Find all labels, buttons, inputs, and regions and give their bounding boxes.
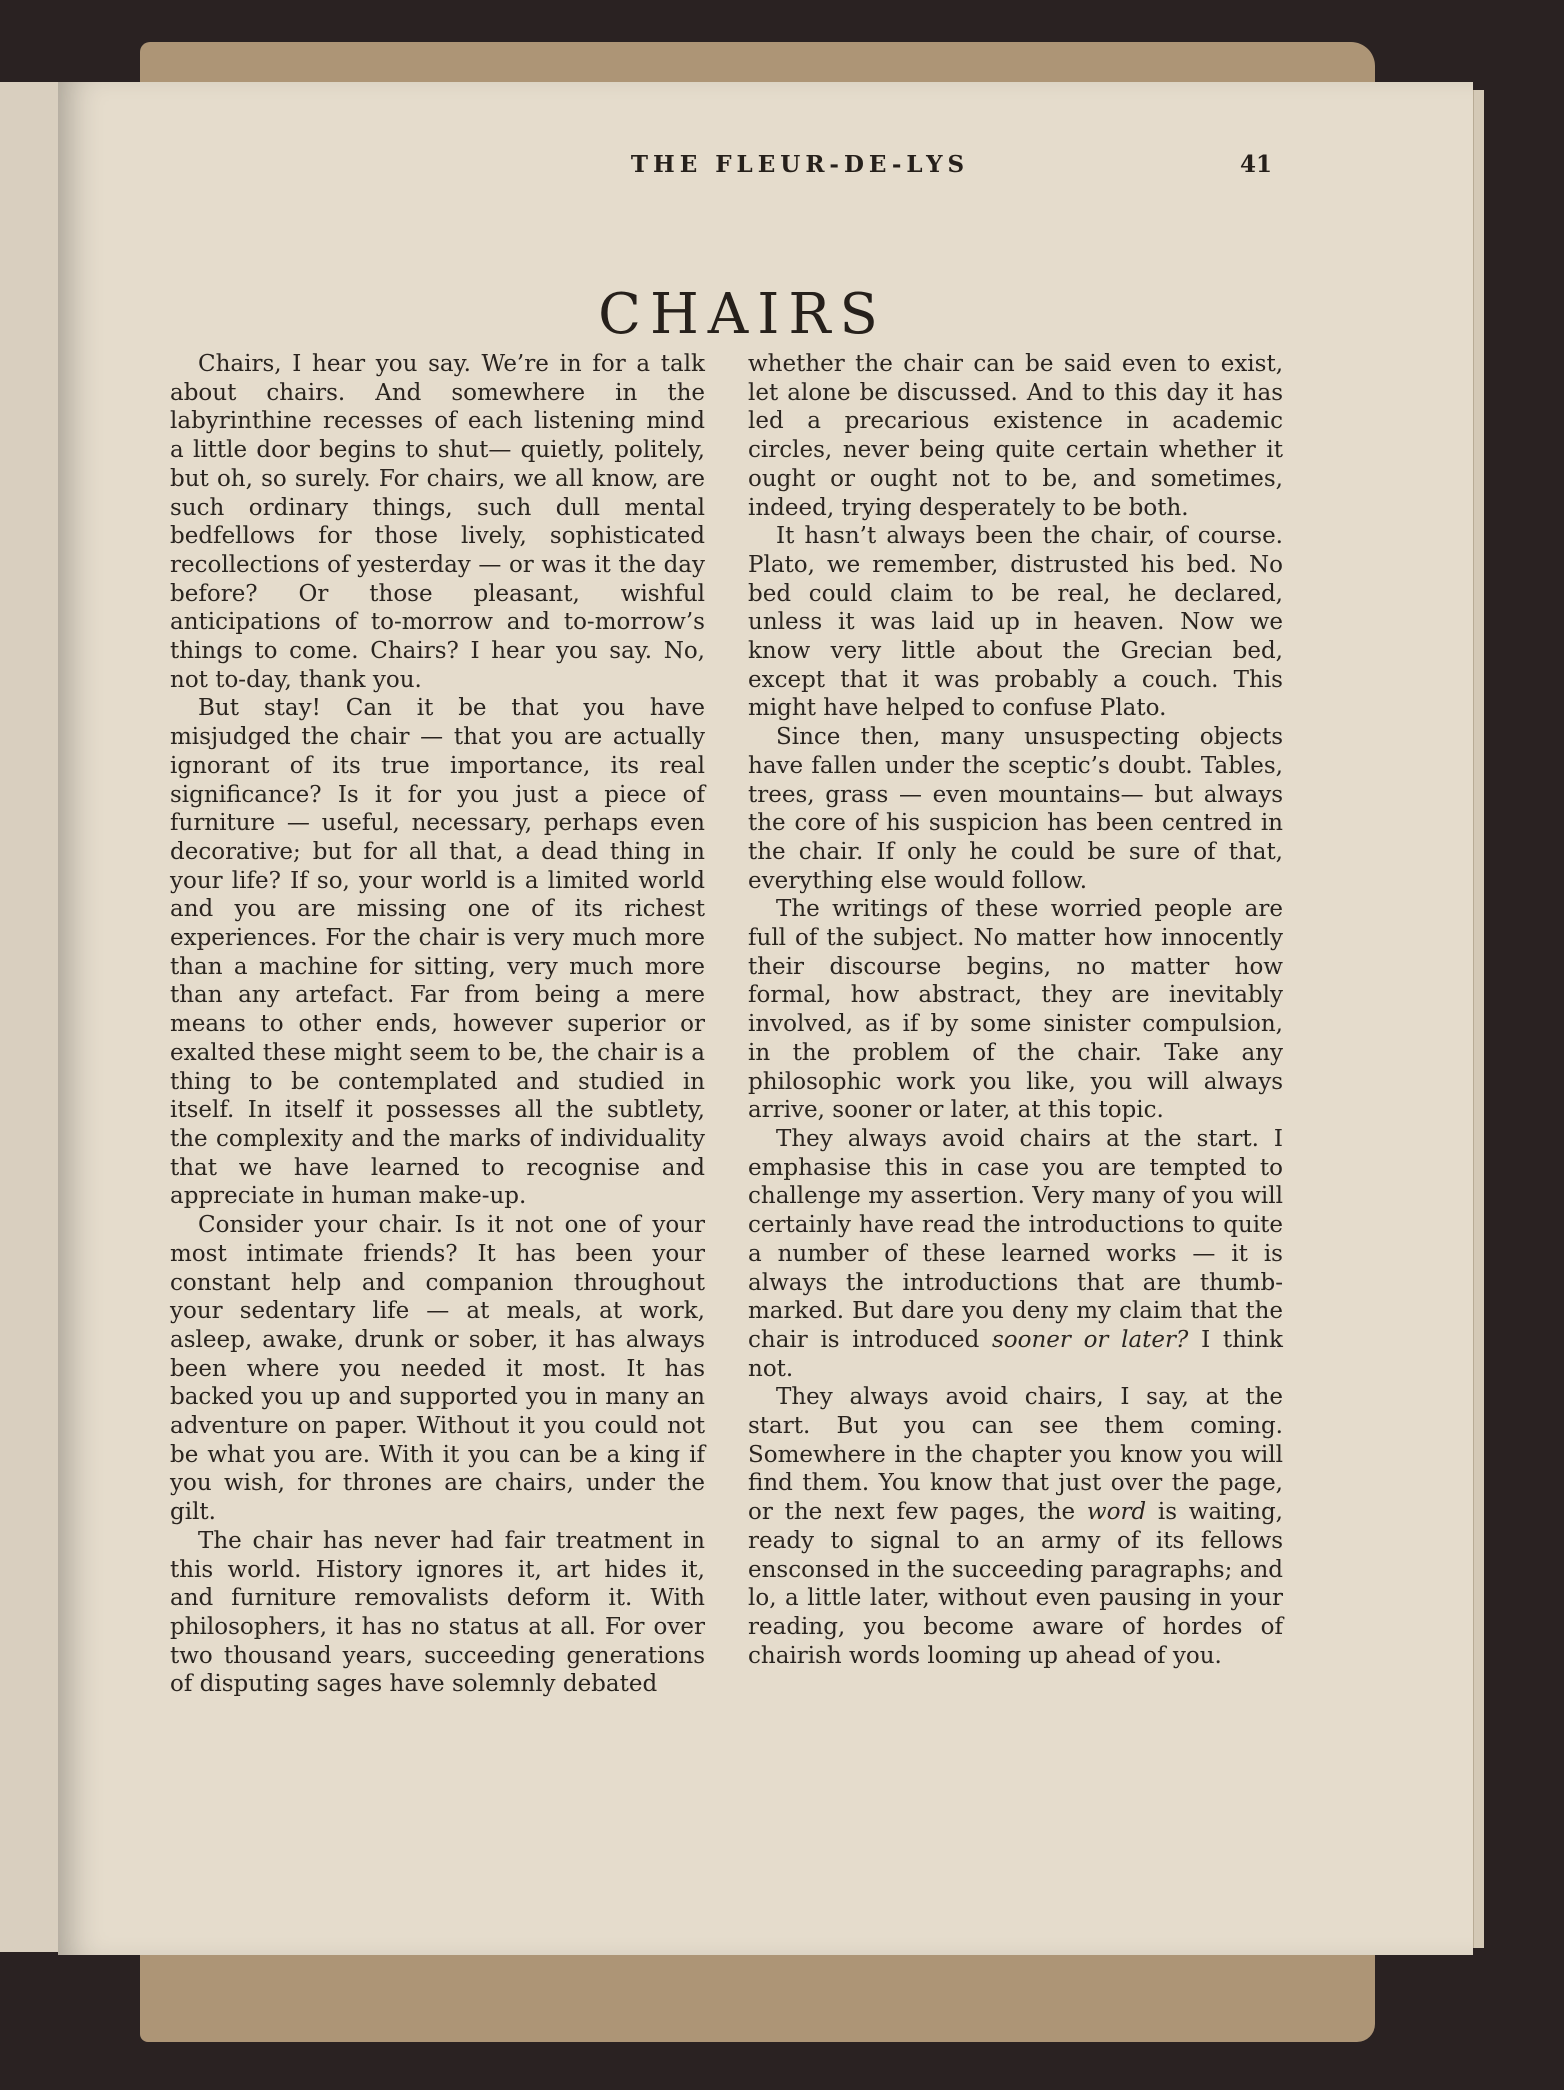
paragraph: The chair has never had fair treatment in this world. History ignores it, art hides it, and furniture removalists deform it. With philosophers, it has no status at all. For over two thousand years, succeeding generations of disputing sages have solemnly debated (170, 1527, 705, 1698)
paragraph-continued: whether the chair can be said even to exist, let alone be discussed. And to this day it has led a precarious existence in academic circles, never being quite certain whether it ought or ought not to be, and sometimes, indeed, trying desperately to be both. (748, 351, 1283, 521)
text-run: They always avoid chairs at the start. I emphasise this in case you are tempted to challenge my assertion. Very many of you will certainly have read the introductions to quite a number of these learned works — it is always the introductions that are thumb-marked. But dare you deny my claim that the chair is introduced (748, 1125, 1283, 1353)
paragraph (748, 1383, 1283, 1670)
running-title: THE FLEUR-DE-LYS (630, 151, 970, 178)
paragraph: It hasn’t always been the chair, of course. Plato, we remember, distrusted his bed. No bed could claim to be real, he declared, unless it was laid up in heaven. Now we know very little about the Grecian bed, except that it was probably a couch. This might have helped to confuse Plato. (748, 523, 1283, 722)
right-column (748, 350, 1283, 1670)
paragraph: Since then, many unsuspecting objects have fallen under the sceptic’s doubt. Tables, trees, grass — even mountains— but always the core of his suspicion has been centred in the chair. If only he could be sure of that, everything else would follow. (748, 724, 1283, 894)
paragraph (748, 1125, 1283, 1383)
left-column (170, 350, 705, 1699)
italic-phrase: sooner or later? (991, 1326, 1189, 1353)
paragraph: The writings of these worried people are full of the subject. No matter how innocently their discourse begins, no matter how formal, how abstract, they are inevitably involved, as if by some sinister compulsion, in the problem of the chair. Take any philosophic work you like, you will always arrive, sooner or later, at this topic. (748, 896, 1283, 1124)
page-number: 41 (1240, 151, 1273, 178)
previous-page-edge (0, 82, 62, 1952)
italic-phrase: word (1086, 1499, 1147, 1526)
paragraph: Consider your chair. Is it not one of your most intimate friends? It has been your constant help and companion throughout your sedentary life — at meals, at work, asleep, awake, drunk or sober, it has always been where you needed it most. It has backed you up and supported you in many an adventure on paper. Without it you could not be what you are. With it you can be a king if you wish, for thrones are chairs, under the gilt. (170, 1212, 705, 1526)
text-run: They always avoid chairs, I say, at the start. But you can see them coming. Somewhere in the chapter you know you will find them. You know that just over the page, or the next few pages, the (748, 1384, 1283, 1526)
text-run: I think not. (748, 1326, 1283, 1382)
paragraph: But stay! Can it be that you have misjudged the chair — that you are actually ignorant of its true importance, its real significance? Is it for you just a piece of furniture — useful, necessary, perhaps even decorative; but for all that, a dead thing in your life? If so, your world is a limited world and you are missing one of its richest experiences. For the chair is very much more than a machine for sitting, very much more than any artefact. Far from being a mere means to other ends, however superior or exalted these might seem to be, the chair is a thing to be contemplated and studied in itself. In itself it possesses all the subtlety, the complexity and the marks of individuality that we have learned to recognise and appreciate in human make-up. (170, 695, 705, 1210)
article-title: CHAIRS (598, 282, 887, 347)
text-run: is waiting, ready to signal to an army of its fellows ensconsed in the succeeding paragraphs; and lo, a little later, without even pausing in your reading, you become aware of hordes of chairish words looming up ahead of you. (748, 1499, 1283, 1669)
page-stack-edge (1473, 90, 1484, 1948)
paragraph: Chairs, I hear you say. We’re in for a talk about chairs. And somewhere in the labyrinthine recesses of each listening mind a little door begins to shut— quietly, politely, but oh, so surely. For chairs, we all know, are such ordinary things, such dull mental bedfellows for those lively, sophisticated recollections of yesterday — or was it the day before? Or those pleasant, wishful anticipations of to-morrow and to-morrow’s things to come. Chairs? I hear you say. No, not to-day, thank you. (170, 351, 705, 693)
